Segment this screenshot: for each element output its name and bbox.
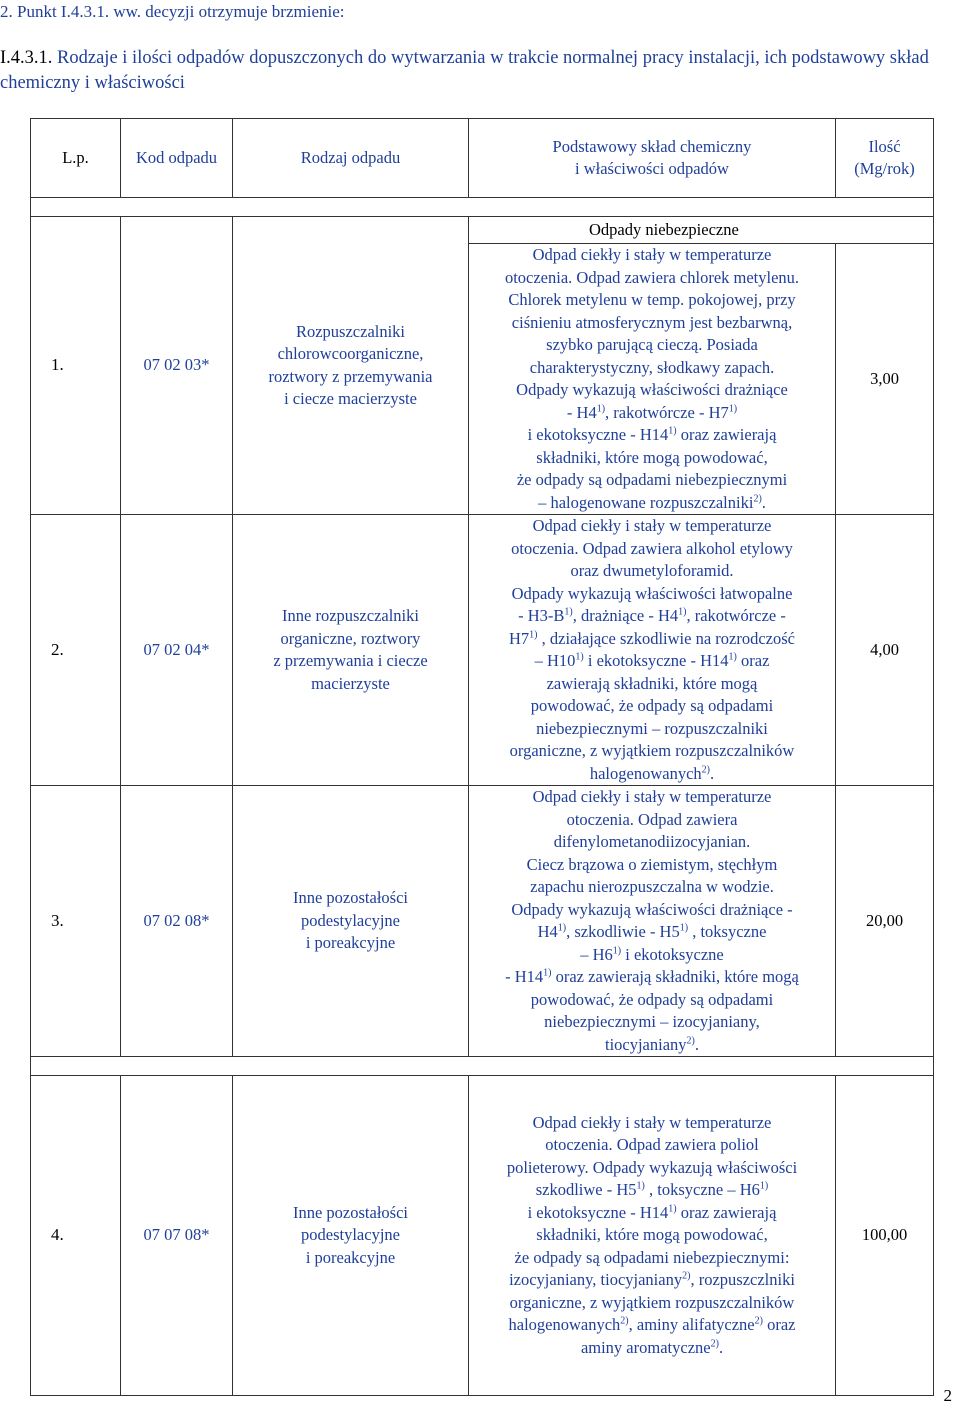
sklad-line: składniki, które mogą powodować, (536, 447, 768, 467)
rodzaj-line: Inne pozostałości (292, 1202, 408, 1222)
sklad-line: - $H3-B^{1)}$, drażniące - H4$^{1)}$, rakotwórcze - (518, 606, 786, 625)
sklad-line: Odpad ciekły i stały w temperaturze (532, 1112, 772, 1132)
sklad-cell (469, 515, 836, 786)
sklad-line: że odpady są odpadami niebezpiecznymi: (514, 1247, 790, 1267)
sklad-line: izocyjaniany, tiocyjaniany$^{2)}$, rozpuszczlniki (509, 1270, 795, 1290)
sklad-line: Odpady wykazują właściwości łatwopalne (511, 583, 793, 603)
section-title (0, 46, 960, 96)
sklad-line: otoczenia. Odpad zawiera alkohol etylowy (511, 538, 793, 558)
sklad-line: składniki, które mogą powodować, (536, 1225, 768, 1245)
table-row (31, 786, 934, 1057)
sklad-line: polieterowy. Odpady wykazują właściwości (506, 1157, 798, 1177)
rodzaj-line: i poreakcyjne (305, 1247, 396, 1267)
sklad-line: Chlorek metylenu w temp. pokojowej, przy (508, 290, 796, 309)
sklad-line: szybko parującą cieczą. Posiada (546, 335, 758, 354)
sklad-line: - H4$^{1)}$, rakotwórcze - H7$^{1)}$ (566, 402, 738, 422)
sklad-line: – halogenowane rozpuszczalniki$^{2)}$. (538, 492, 766, 512)
sklad-line: zawierają składniki, które mogą (546, 673, 758, 693)
sklad-line: halogenowanych$^{2)}$, aminy alifatyczne$^{2)}$ oraz (508, 1315, 796, 1335)
kod-cell: 07 02 08* (121, 786, 233, 1057)
lp-cell: 4. (31, 1076, 121, 1396)
sklad-cell (469, 786, 836, 1057)
rodzaj-cell (233, 217, 469, 515)
sklad-line: halogenowanych$^{2)}$. (589, 763, 715, 783)
sklad-line: otoczenia. Odpad zawiera poliol (545, 1135, 759, 1155)
rodzaj-cell (233, 786, 469, 1057)
section-title-text: Rodzaje i ilości odpadów dopuszczonych do wytwarzania w trakcie normalnej pracy instalacji, ich podstawowy skład chemiczny i właściwości (0, 48, 929, 93)
rodzaj-line: Rozpuszczalniki (295, 321, 406, 341)
rodzaj-line: roztwory z przemywania (268, 366, 433, 386)
sklad-line: powodować, że odpady są odpadami (530, 989, 774, 1009)
lp-cell: 1. (31, 217, 121, 515)
lp-cell: 2. (31, 515, 121, 786)
header-kod-odpadu: Kod odpadu (121, 119, 233, 198)
kod-cell: 07 07 08* (121, 1076, 233, 1396)
table-header-row (31, 119, 934, 198)
kod-cell: 07 02 03* (121, 217, 233, 515)
sklad-cell (469, 244, 836, 515)
sklad-line: aminy aromatyczne$^{2)}$. (580, 1337, 724, 1357)
sklad-line: charakterystyczny, słodkawy zapach. (529, 357, 775, 377)
rodzaj-cell (233, 1076, 469, 1396)
sklad-line: H4$^{1)}$, szkodliwie - H5$^{1)}$ , toksyczne (537, 922, 767, 941)
sklad-line: Odpad ciekły i stały w temperaturze (532, 787, 772, 806)
sklad-line: zapachu nierozpuszczalna w wodzie. (530, 877, 774, 896)
rodzaj-line: z przemywania i ciecze (273, 651, 428, 670)
sklad-line: Odpad ciekły i stały w temperaturze (532, 245, 772, 264)
sklad-line: organiczne, z wyjątkiem rozpuszczalników (509, 1292, 795, 1312)
sklad-line: Odpady wykazują właściwości drażniące - (511, 899, 793, 919)
rodzaj-line: podestylacyjne (301, 910, 400, 930)
header-sklad (469, 119, 836, 198)
section-label: Odpady niebezpieczne (469, 217, 934, 244)
header-gap (31, 198, 934, 217)
rodzaj-line: Inne pozostałości (292, 888, 408, 908)
rodzaj-line: i ciecze macierzyste (284, 389, 417, 408)
sklad-line: tiocyjaniany$^{2)}$. (604, 1034, 700, 1054)
sklad-line: ciśnieniu atmosferycznym jest bezbarwną, (511, 312, 793, 332)
sklad-line: – H6$^{1)}$ i ekotoksyczne (580, 944, 724, 964)
sklad-line: niebezpiecznymi – izocyjaniany, (544, 1012, 760, 1031)
rodzaj-line: organiczne, roztwory (280, 628, 421, 648)
ilosc-cell: 20,00 (836, 786, 934, 1057)
rodzaj-cell (233, 515, 469, 786)
header-ilosc-line2: (Mg/rok) (854, 159, 915, 178)
lp-cell: 3. (31, 786, 121, 1057)
ilosc-cell: 100,00 (836, 1076, 934, 1396)
ilosc-cell: 3,00 (836, 244, 934, 515)
sklad-line: organiczne, z wyjątkiem rozpuszczalników (509, 741, 795, 760)
sklad-cell (469, 1076, 836, 1396)
amendment-intro: 2. Punkt I.4.3.1. ww. decyzji otrzymuje brzmienie: (0, 2, 345, 21)
rodzaj-line: macierzyste (311, 673, 390, 693)
sklad-line: otoczenia. Odpad zawiera chlorek metylenu. (504, 267, 800, 287)
header-lp: L.p. (31, 119, 121, 198)
sklad-line: Odpady wykazują właściwości drażniące (516, 380, 788, 399)
rodzaj-line: Inne rozpuszczalniki (282, 606, 419, 625)
section-number: I.4.3.1. (0, 48, 53, 68)
sklad-line: szkodliwe - H5$^{1)}$ , toksyczne – H6$^{1)}$ (535, 1180, 769, 1200)
sklad-line: Odpad ciekły i stały w temperaturze (532, 516, 772, 535)
sklad-line: i ekotoksyczne - H14$^{1)}$ oraz zawierają (527, 1202, 777, 1222)
section-row (31, 217, 934, 244)
table-row (31, 1076, 934, 1396)
sklad-line: oraz dwumetyloforamid. (570, 561, 734, 580)
sklad-line: – H10$^{1)}$ i ekotoksyczne - H14$^{1)}$ oraz (534, 651, 770, 670)
waste-table (30, 118, 934, 1396)
sklad-line: H7$^{1)}$ , działające szkodliwie na rozrodczość (509, 628, 795, 648)
sklad-line: difenylometanodiizocyjanian. (553, 832, 751, 851)
header-sklad-line1: Podstawowy skład chemiczny (552, 136, 752, 156)
sklad-line: niebezpiecznymi – rozpuszczalniki (536, 718, 768, 738)
sklad-line: Ciecz brązowa o ziemistym, stęchłym (526, 854, 778, 874)
kod-cell: 07 02 04* (121, 515, 233, 786)
header-rodzaj-odpadu: Rodzaj odpadu (233, 119, 469, 198)
ilosc-cell: 4,00 (836, 515, 934, 786)
header-ilosc (836, 119, 934, 198)
table-row (31, 515, 934, 786)
sklad-line: otoczenia. Odpad zawiera (566, 809, 738, 829)
sklad-line: - H14$^{1)}$ oraz zawierają składniki, które mogą (505, 967, 799, 986)
header-sklad-line2: i właściwości odpadów (575, 159, 729, 178)
row-gap (31, 1057, 934, 1076)
sklad-line: i ekotoksyczne - H14$^{1)}$ oraz zawierają (527, 425, 777, 444)
sklad-line: powodować, że odpady są odpadami (530, 696, 774, 715)
page-number: 2 (943, 1386, 952, 1405)
rodzaj-line: i poreakcyjne (305, 933, 396, 953)
sklad-line: że odpady są odpadami niebezpiecznymi (516, 470, 788, 489)
rodzaj-line: podestylacyjne (301, 1225, 400, 1245)
header-ilosc-line1: Ilość (868, 136, 901, 156)
rodzaj-line: chlorowcoorganiczne, (277, 344, 424, 363)
